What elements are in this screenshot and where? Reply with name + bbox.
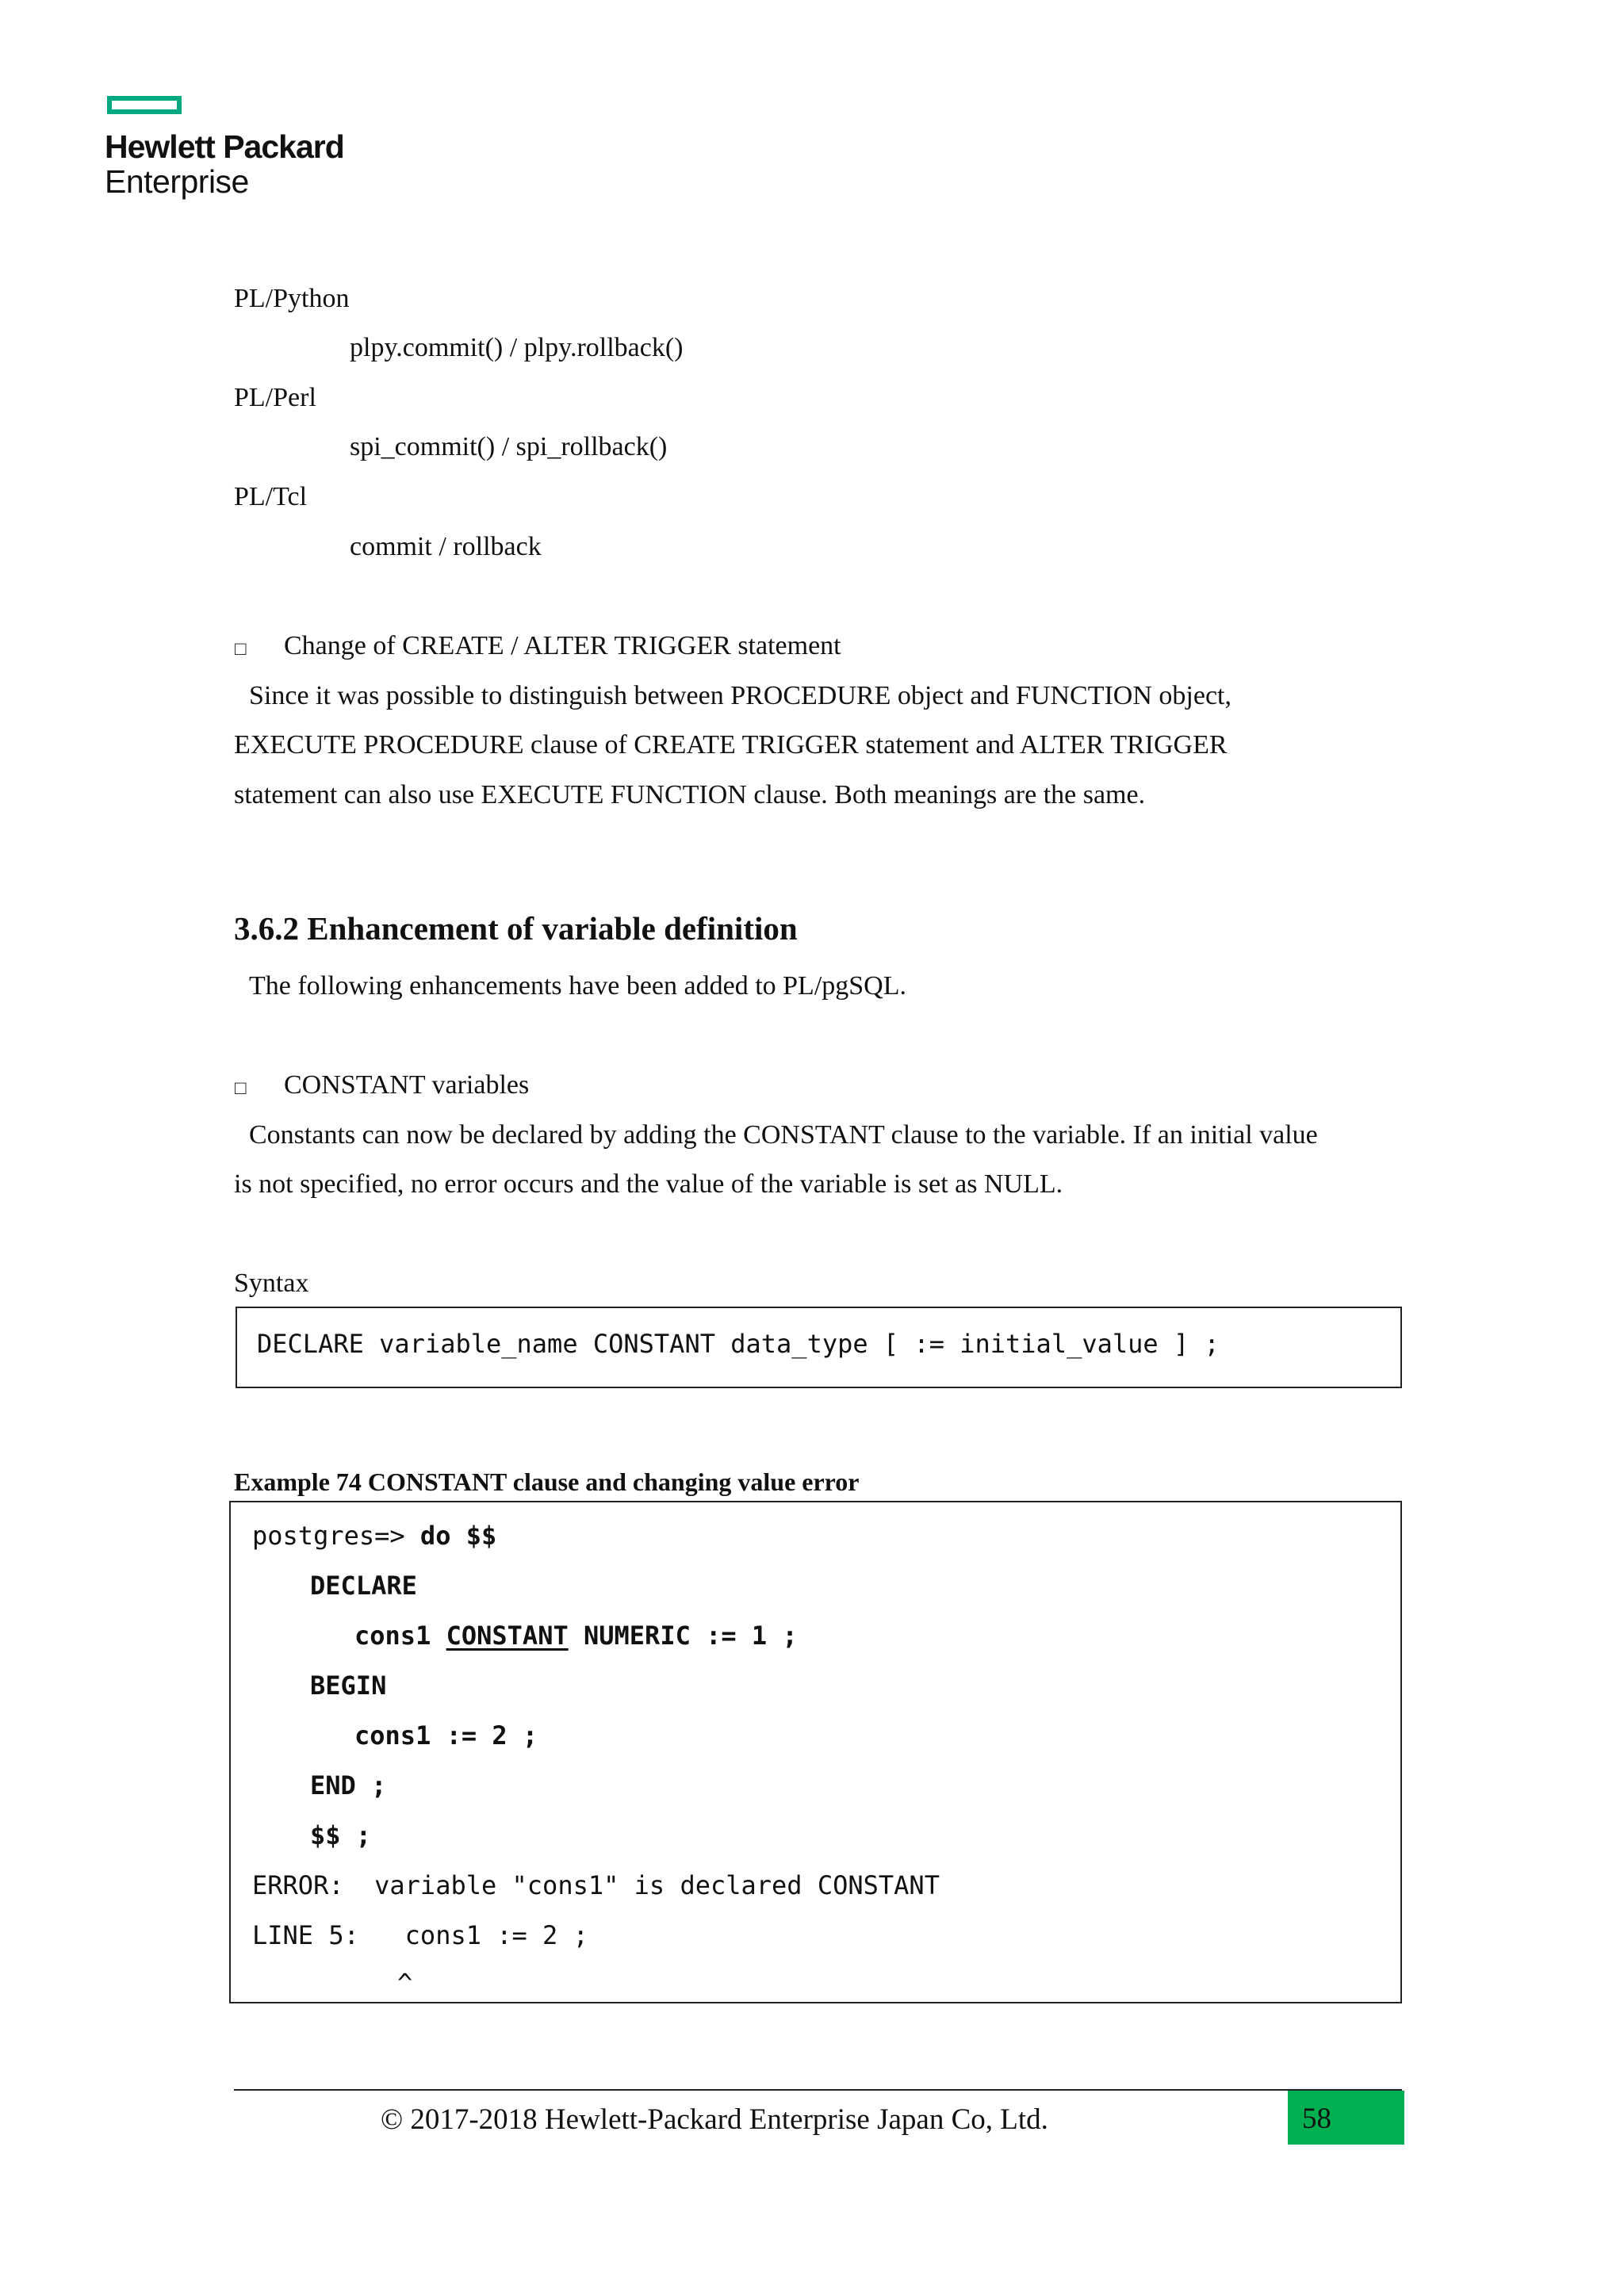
constant-heading: CONSTANT variables [284, 1070, 530, 1100]
section-intro: The following enhancements have been added to PL/pgSQL. [249, 971, 906, 1001]
trigger-para-line: EXECUTE PROCEDURE clause of CREATE TRIGGER statement and ALTER TRIGGER [234, 730, 1228, 760]
example-code-box [229, 1501, 1402, 2003]
code-line-9: LINE 5: cons1 := 2 ; [252, 1920, 588, 1950]
constant-para-line: is not specified, no error occurs and the value of the variable is set as NULL. [234, 1169, 1063, 1199]
example-caption: Example 74 CONSTANT clause and changing value error [234, 1468, 860, 1496]
code-type: NUMERIC := 1 ; [568, 1621, 798, 1651]
footer-divider [234, 2089, 1402, 2091]
syntax-code-box [236, 1307, 1402, 1388]
code-var: cons1 [354, 1621, 446, 1651]
code-line-4: BEGIN [310, 1670, 387, 1701]
pl-lang-python: PL/Python [234, 284, 350, 313]
code-line-7: $$ ; [310, 1820, 372, 1850]
syntax-code: DECLARE variable_name CONSTANT data_type [ := initial_value ] ; [257, 1329, 1220, 1359]
trigger-heading: Change of CREATE / ALTER TRIGGER statement [284, 631, 841, 660]
code-line-5: cons1 := 2 ; [354, 1720, 538, 1751]
code-line-10: ^ [397, 1968, 413, 1998]
page-number: 58 [1288, 2091, 1404, 2145]
pl-lang-perl: PL/Perl [234, 383, 316, 412]
pl-funcs-tcl: commit / rollback [350, 532, 542, 561]
pl-funcs-perl: spi_commit() / spi_rollback() [350, 432, 668, 461]
logo-text-line1: Hewlett Packard [105, 128, 344, 165]
code-line-1 [252, 1520, 496, 1552]
trigger-para-line: Since it was possible to distinguish between PROCEDURE object and FUNCTION object, [249, 681, 1231, 710]
trigger-para-line: statement can also use EXECUTE FUNCTION clause. Both meanings are the same. [234, 780, 1146, 809]
pl-funcs-python: plpy.commit() / plpy.rollback() [350, 333, 684, 362]
code-constant-keyword: CONSTANT [446, 1621, 569, 1651]
code-line-8: ERROR: variable "cons1" is declared CONSTANT [252, 1870, 940, 1900]
section-title: 3.6.2 Enhancement of variable definition [234, 910, 798, 947]
code-line-6: END ; [310, 1770, 387, 1800]
bullet-square-icon: □ [235, 1078, 247, 1099]
code-line-3 [354, 1620, 798, 1651]
pl-lang-tcl: PL/Tcl [234, 482, 308, 511]
logo-text-line2: Enterprise [105, 163, 249, 200]
footer-copyright: © 2017-2018 Hewlett-Packard Enterprise Japan Co, Ltd. [381, 2103, 1048, 2136]
syntax-label: Syntax [234, 1269, 309, 1298]
code-prompt: postgres=> [252, 1521, 420, 1551]
code-command: do $$ [419, 1521, 497, 1551]
constant-para-line: Constants can now be declared by adding the CONSTANT clause to the variable. If an initial value [249, 1120, 1318, 1150]
code-line-2: DECLARE [310, 1571, 417, 1601]
hpe-logo-rectangle [107, 96, 182, 114]
bullet-square-icon: □ [235, 639, 247, 660]
